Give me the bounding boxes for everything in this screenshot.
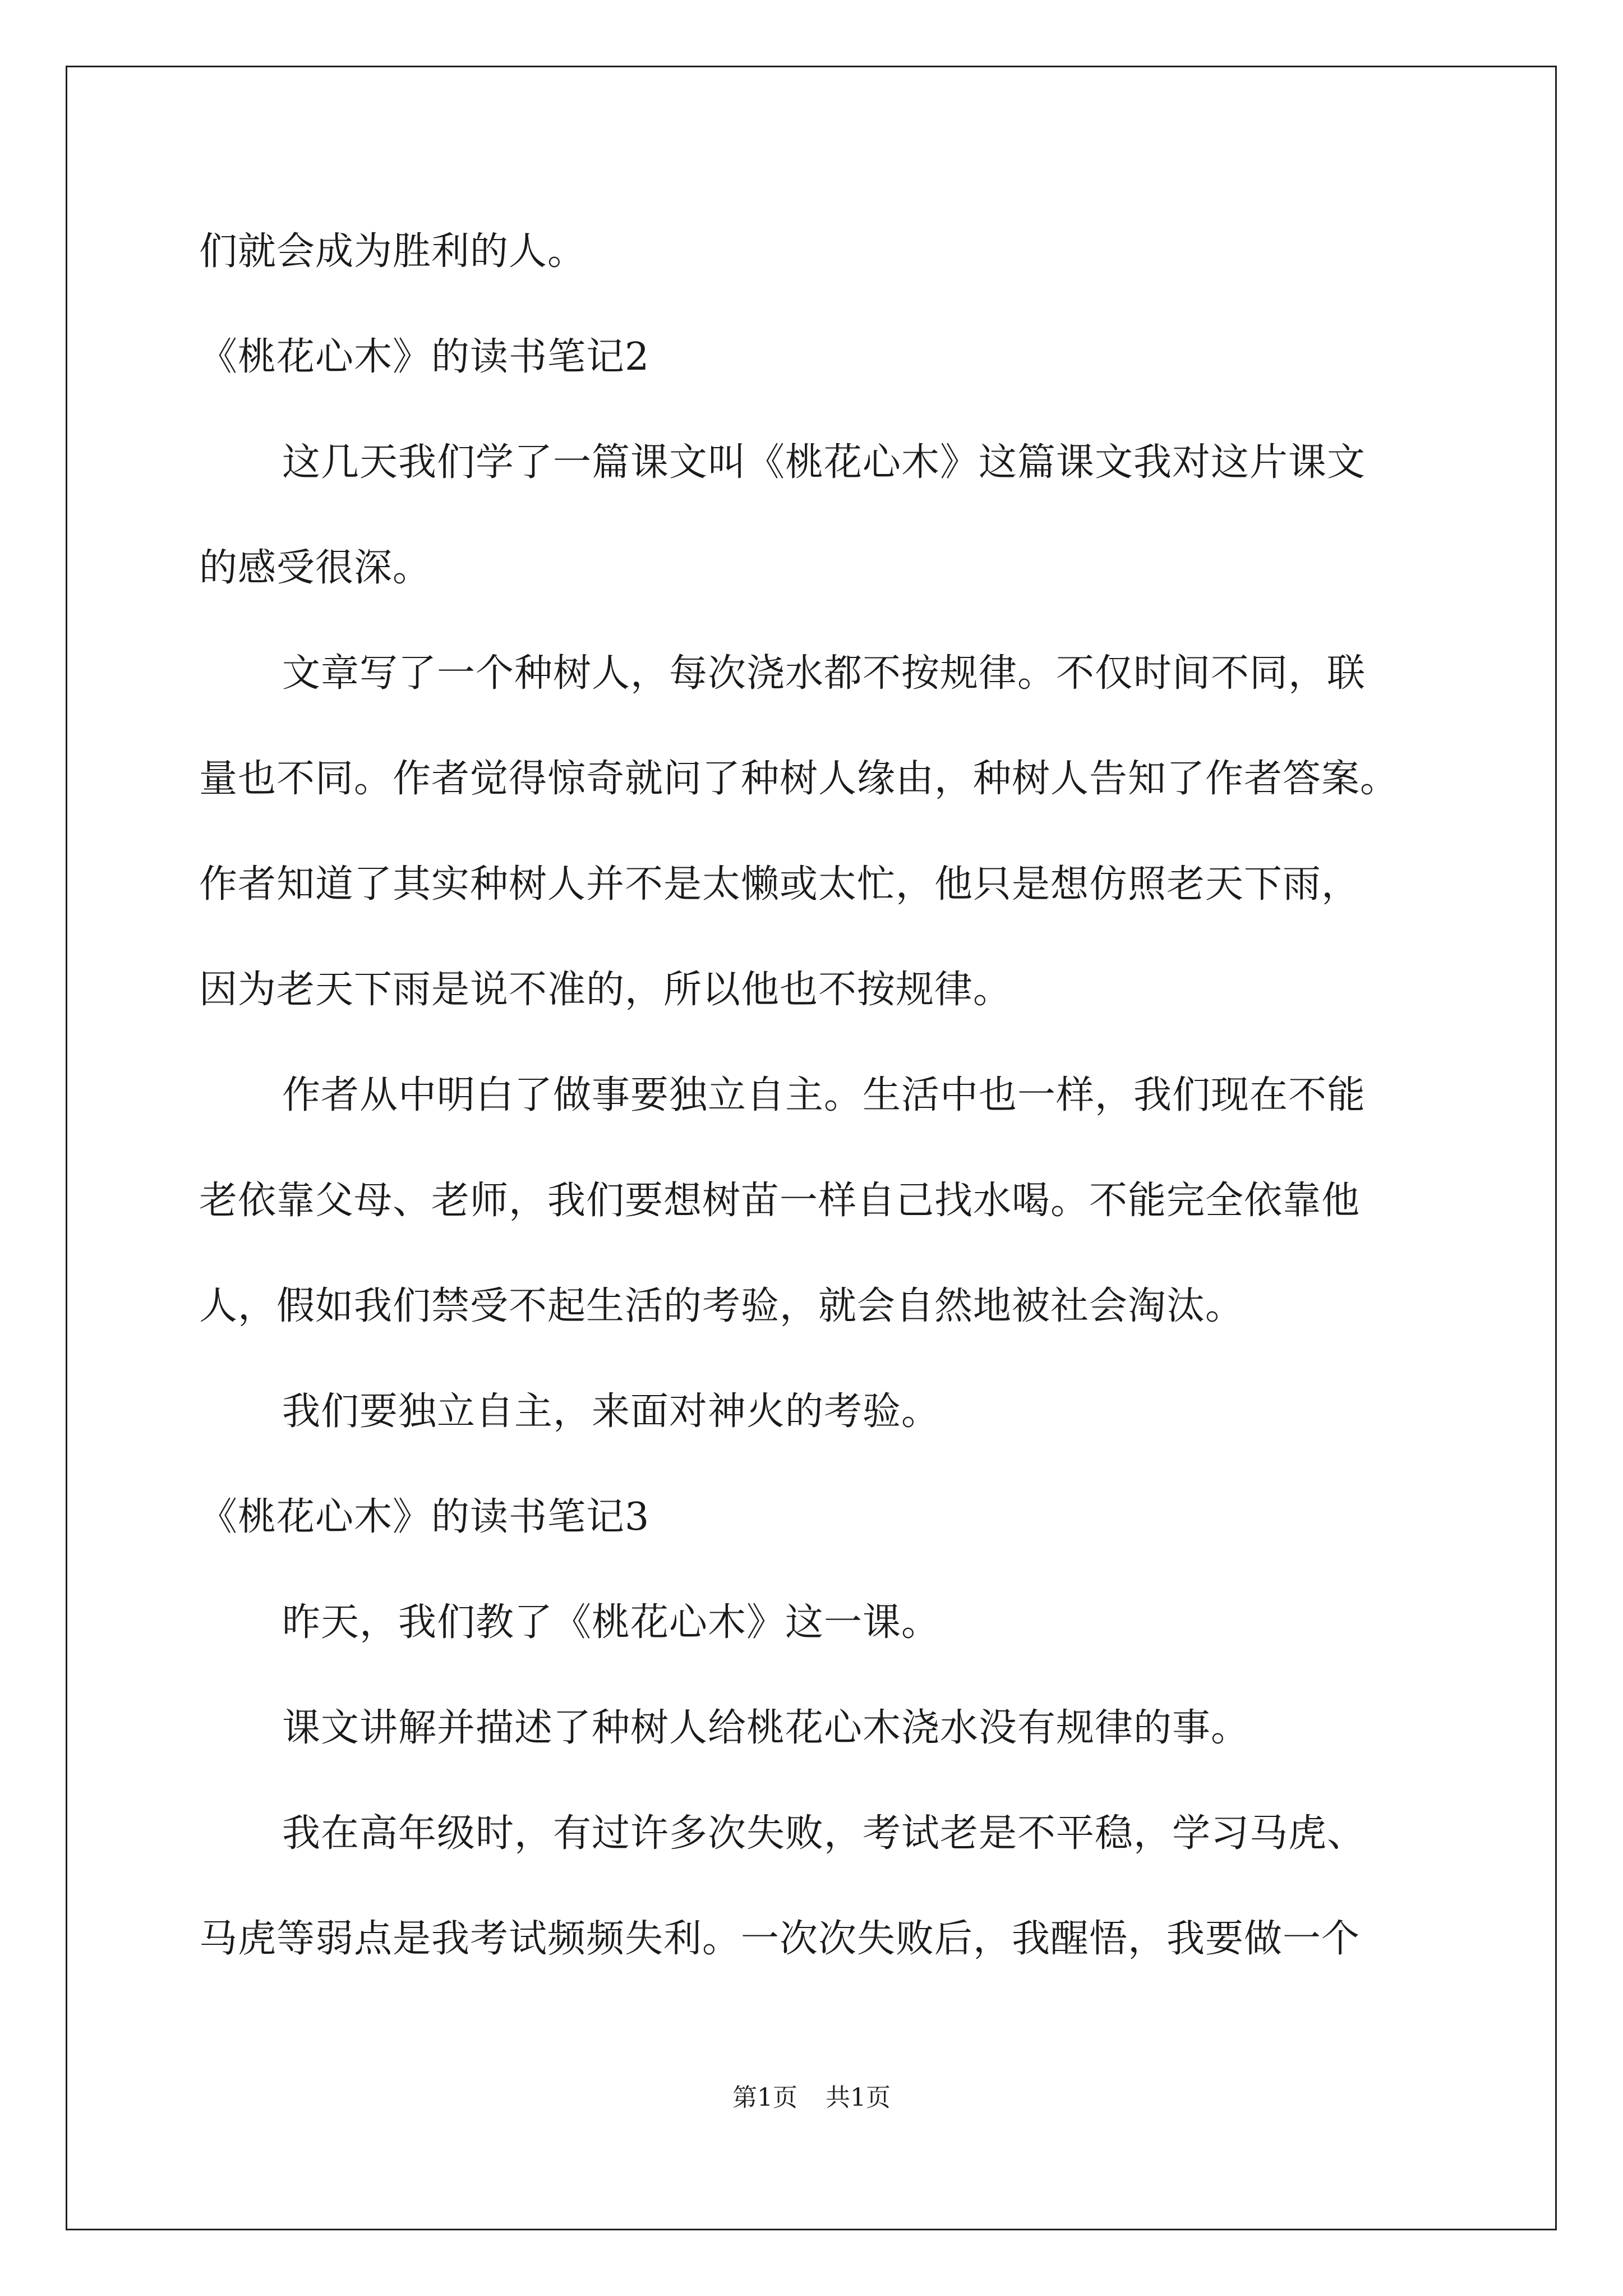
text-line: 昨天，我们教了《桃花心木》这一课。 <box>282 1600 940 1645</box>
document-body <box>199 199 1483 1992</box>
text-line: 的感受很深。 <box>199 546 432 590</box>
text-line: 因为老天下雨是说不准的，所以他也不按规律。 <box>199 968 1012 1012</box>
text-line: 作者从中明白了做事要独立自主。生活中也一样，我们现在不能 <box>282 1073 1366 1117</box>
text-line: 作者知道了其实种树人并不是太懒或太忙，他只是想仿照老天下雨， <box>199 862 1361 907</box>
text-line: 马虎等弱点是我考试频频失利。一次次失败后，我醒悟，我要做一个 <box>199 1917 1361 1961</box>
text-line: 文章写了一个种树人，每次浇水都不按规律。不仅时间不同，联 <box>282 651 1366 696</box>
text-line: 老依靠父母、老师，我们要想树苗一样自己找水喝。不能完全依靠他 <box>199 1179 1361 1223</box>
page-number-current: 第1页 <box>732 2083 797 2112</box>
text-line: 这几天我们学了一篇课文叫《桃花心木》这篇课文我对这片课文 <box>282 440 1366 485</box>
section-heading: 《桃花心木》的读书笔记2 <box>199 335 650 379</box>
text-line: 们就会成为胜利的人。 <box>199 229 587 274</box>
text-line: 我在高年级时，有过许多次失败，考试老是不平稳，学习马虎、 <box>282 1811 1366 1856</box>
text-line: 量也不同。作者觉得惊奇就问了种树人缘由，种树人告知了作者答案。 <box>199 757 1399 801</box>
text-line: 课文讲解并描述了种树人给桃花心木浇水没有规律的事。 <box>282 1706 1250 1750</box>
text-line: 我们要独立自主，来面对神火的考验。 <box>282 1389 940 1434</box>
page-footer <box>0 2081 1623 2115</box>
section-heading: 《桃花心木》的读书笔记3 <box>199 1495 650 1539</box>
text-line: 人，假如我们禁受不起生活的考验，就会自然地被社会淘汰。 <box>199 1284 1244 1328</box>
page-number-total: 共1页 <box>826 2083 891 2112</box>
